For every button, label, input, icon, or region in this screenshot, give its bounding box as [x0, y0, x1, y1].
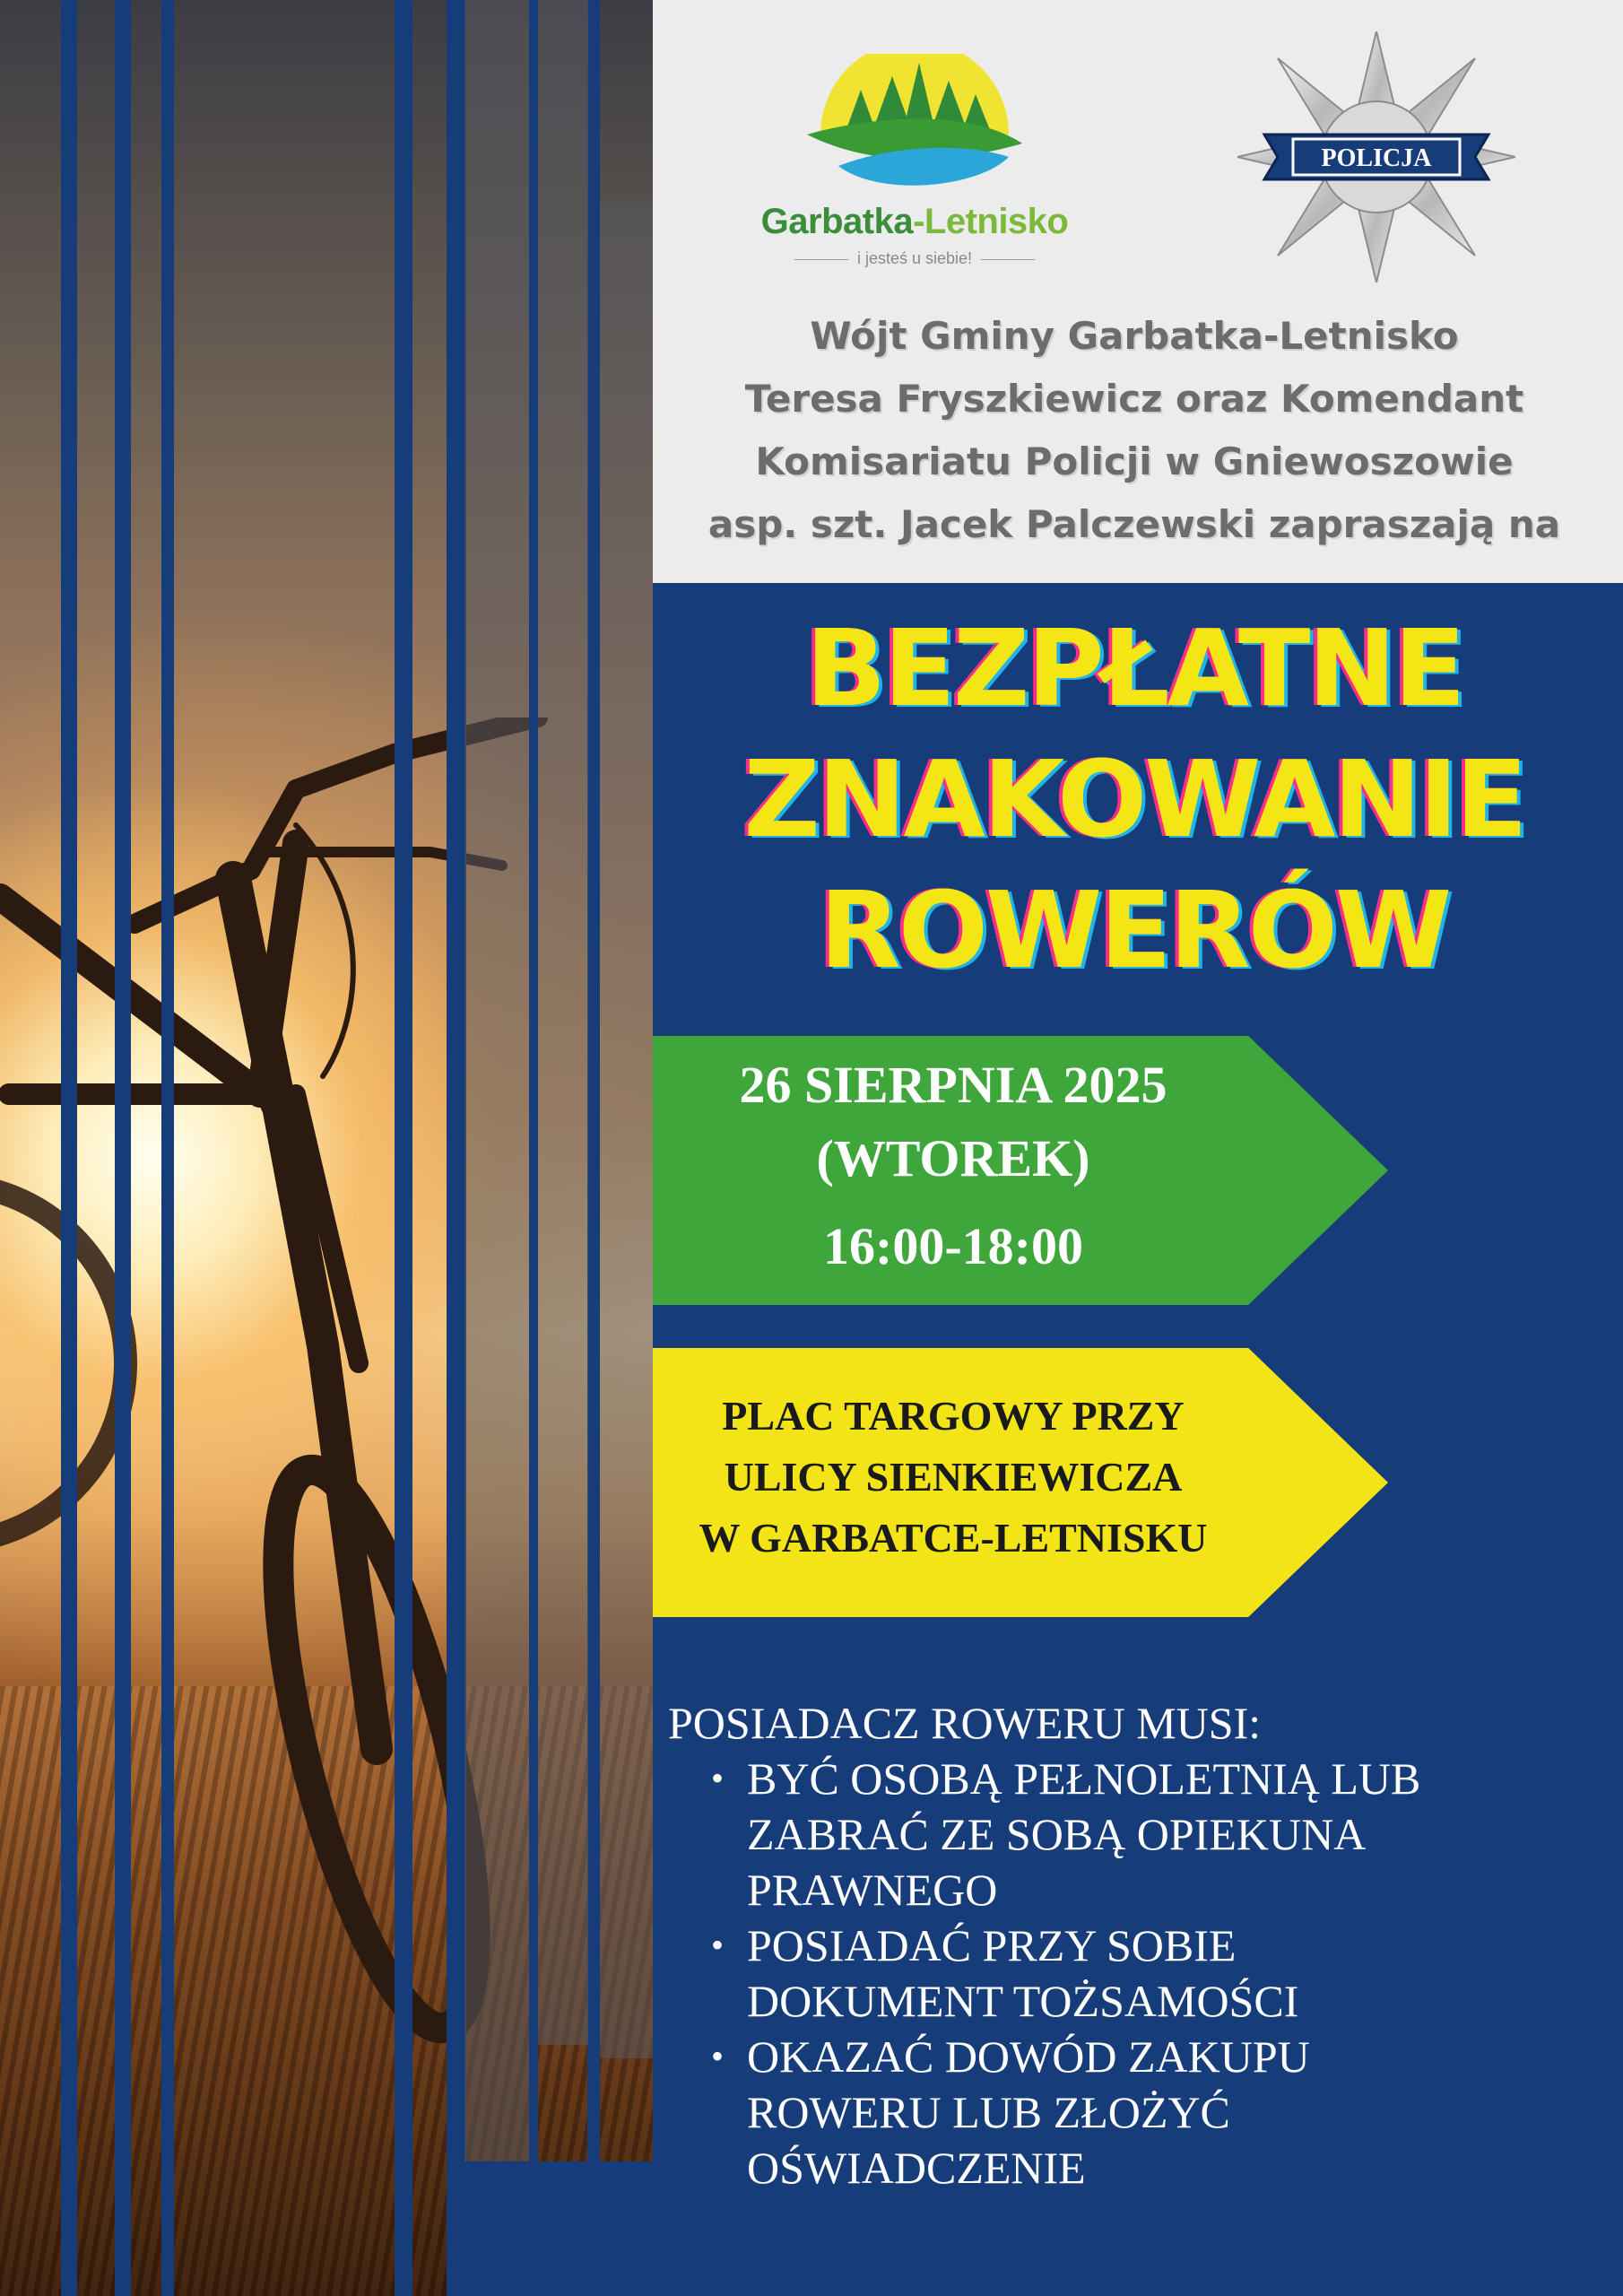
requirement-line: ZABRAĆ ZE SOBĄ OPIEKUNA [747, 1809, 1367, 1859]
police-star-logo-icon [1237, 31, 1515, 283]
garbatka-name [735, 202, 1094, 242]
requirements-section [668, 1695, 1601, 2196]
requirement-line: OŚWIADCZENIE [747, 2143, 1086, 2193]
requirements-heading: POSIADACZ ROWERU MUSI: [668, 1698, 1262, 1748]
event-location [653, 1386, 1254, 1569]
decor-bar [61, 0, 77, 2296]
requirement-line: • OKAZAĆ DOWÓD ZAKUPU [747, 2031, 1310, 2082]
decor-gray-strip [600, 202, 653, 2058]
garbatka-name-part1: Garbatka [760, 202, 914, 241]
decor-bar [447, 0, 466, 2296]
intro-text [659, 305, 1610, 556]
decor-bar [115, 0, 131, 2296]
event-date: 26 SIERPNIA 2025 [739, 1056, 1167, 1114]
title-line: BEZPŁATNE [805, 606, 1463, 730]
decor-bar [161, 0, 174, 2296]
intro-line: Wójt Gminy Garbatka-Letnisko [810, 314, 1459, 358]
location-line: PLAC TARGOWY PRZY [722, 1393, 1185, 1439]
police-badge-text: POLICJA [1321, 144, 1432, 172]
title-line: ZNAKOWANIE [743, 737, 1525, 861]
decor-bar [529, 0, 538, 2296]
event-weekday: (WTOREK) [816, 1129, 1090, 1187]
intro-line: asp. szt. Jacek Palczewski zapraszają na [707, 502, 1561, 546]
event-time: 16:00-18:00 [823, 1217, 1083, 1275]
garbatka-tagline: i jesteś u siebie! [735, 249, 1094, 268]
requirement-line: • POSIADAĆ PRZY SOBIE [747, 1920, 1237, 1970]
decor-bar [587, 0, 600, 2296]
decor-gray-strip [464, 0, 529, 2161]
intro-line: Komisariatu Policji w Gniewoszowie [755, 439, 1514, 483]
garbatka-letnisko-logo [735, 54, 1094, 269]
garbatka-name-part2: -Letnisko [913, 202, 1069, 241]
decor-gray-strip [538, 0, 588, 2045]
location-line: W GARBATCE-LETNISKU [699, 1515, 1208, 1561]
location-line: ULICY SIENKIEWICZA [724, 1454, 1183, 1500]
intro-line: Teresa Fryszkiewicz oraz Komendant [744, 377, 1524, 421]
forest-lake-logo-icon [735, 54, 1094, 206]
title-line: ROWERÓW [819, 868, 1450, 992]
decor-bar [395, 0, 412, 2296]
requirement-line: PRAWNEGO [747, 1865, 998, 1915]
requirement-item [668, 1751, 1601, 1918]
requirement-line: DOKUMENT TOŻSAMOŚCI [747, 1976, 1299, 2026]
decor-bar-base [466, 2161, 653, 2296]
event-title [659, 603, 1610, 996]
requirement-item [668, 1918, 1601, 2029]
requirement-item [668, 2029, 1601, 2196]
requirement-line: ROWERU LUB ZŁOŻYĆ [747, 2087, 1230, 2137]
requirement-line: • BYĆ OSOBĄ PEŁNOLETNIĄ LUB [747, 1753, 1421, 1804]
requirements-list [668, 1751, 1601, 2196]
